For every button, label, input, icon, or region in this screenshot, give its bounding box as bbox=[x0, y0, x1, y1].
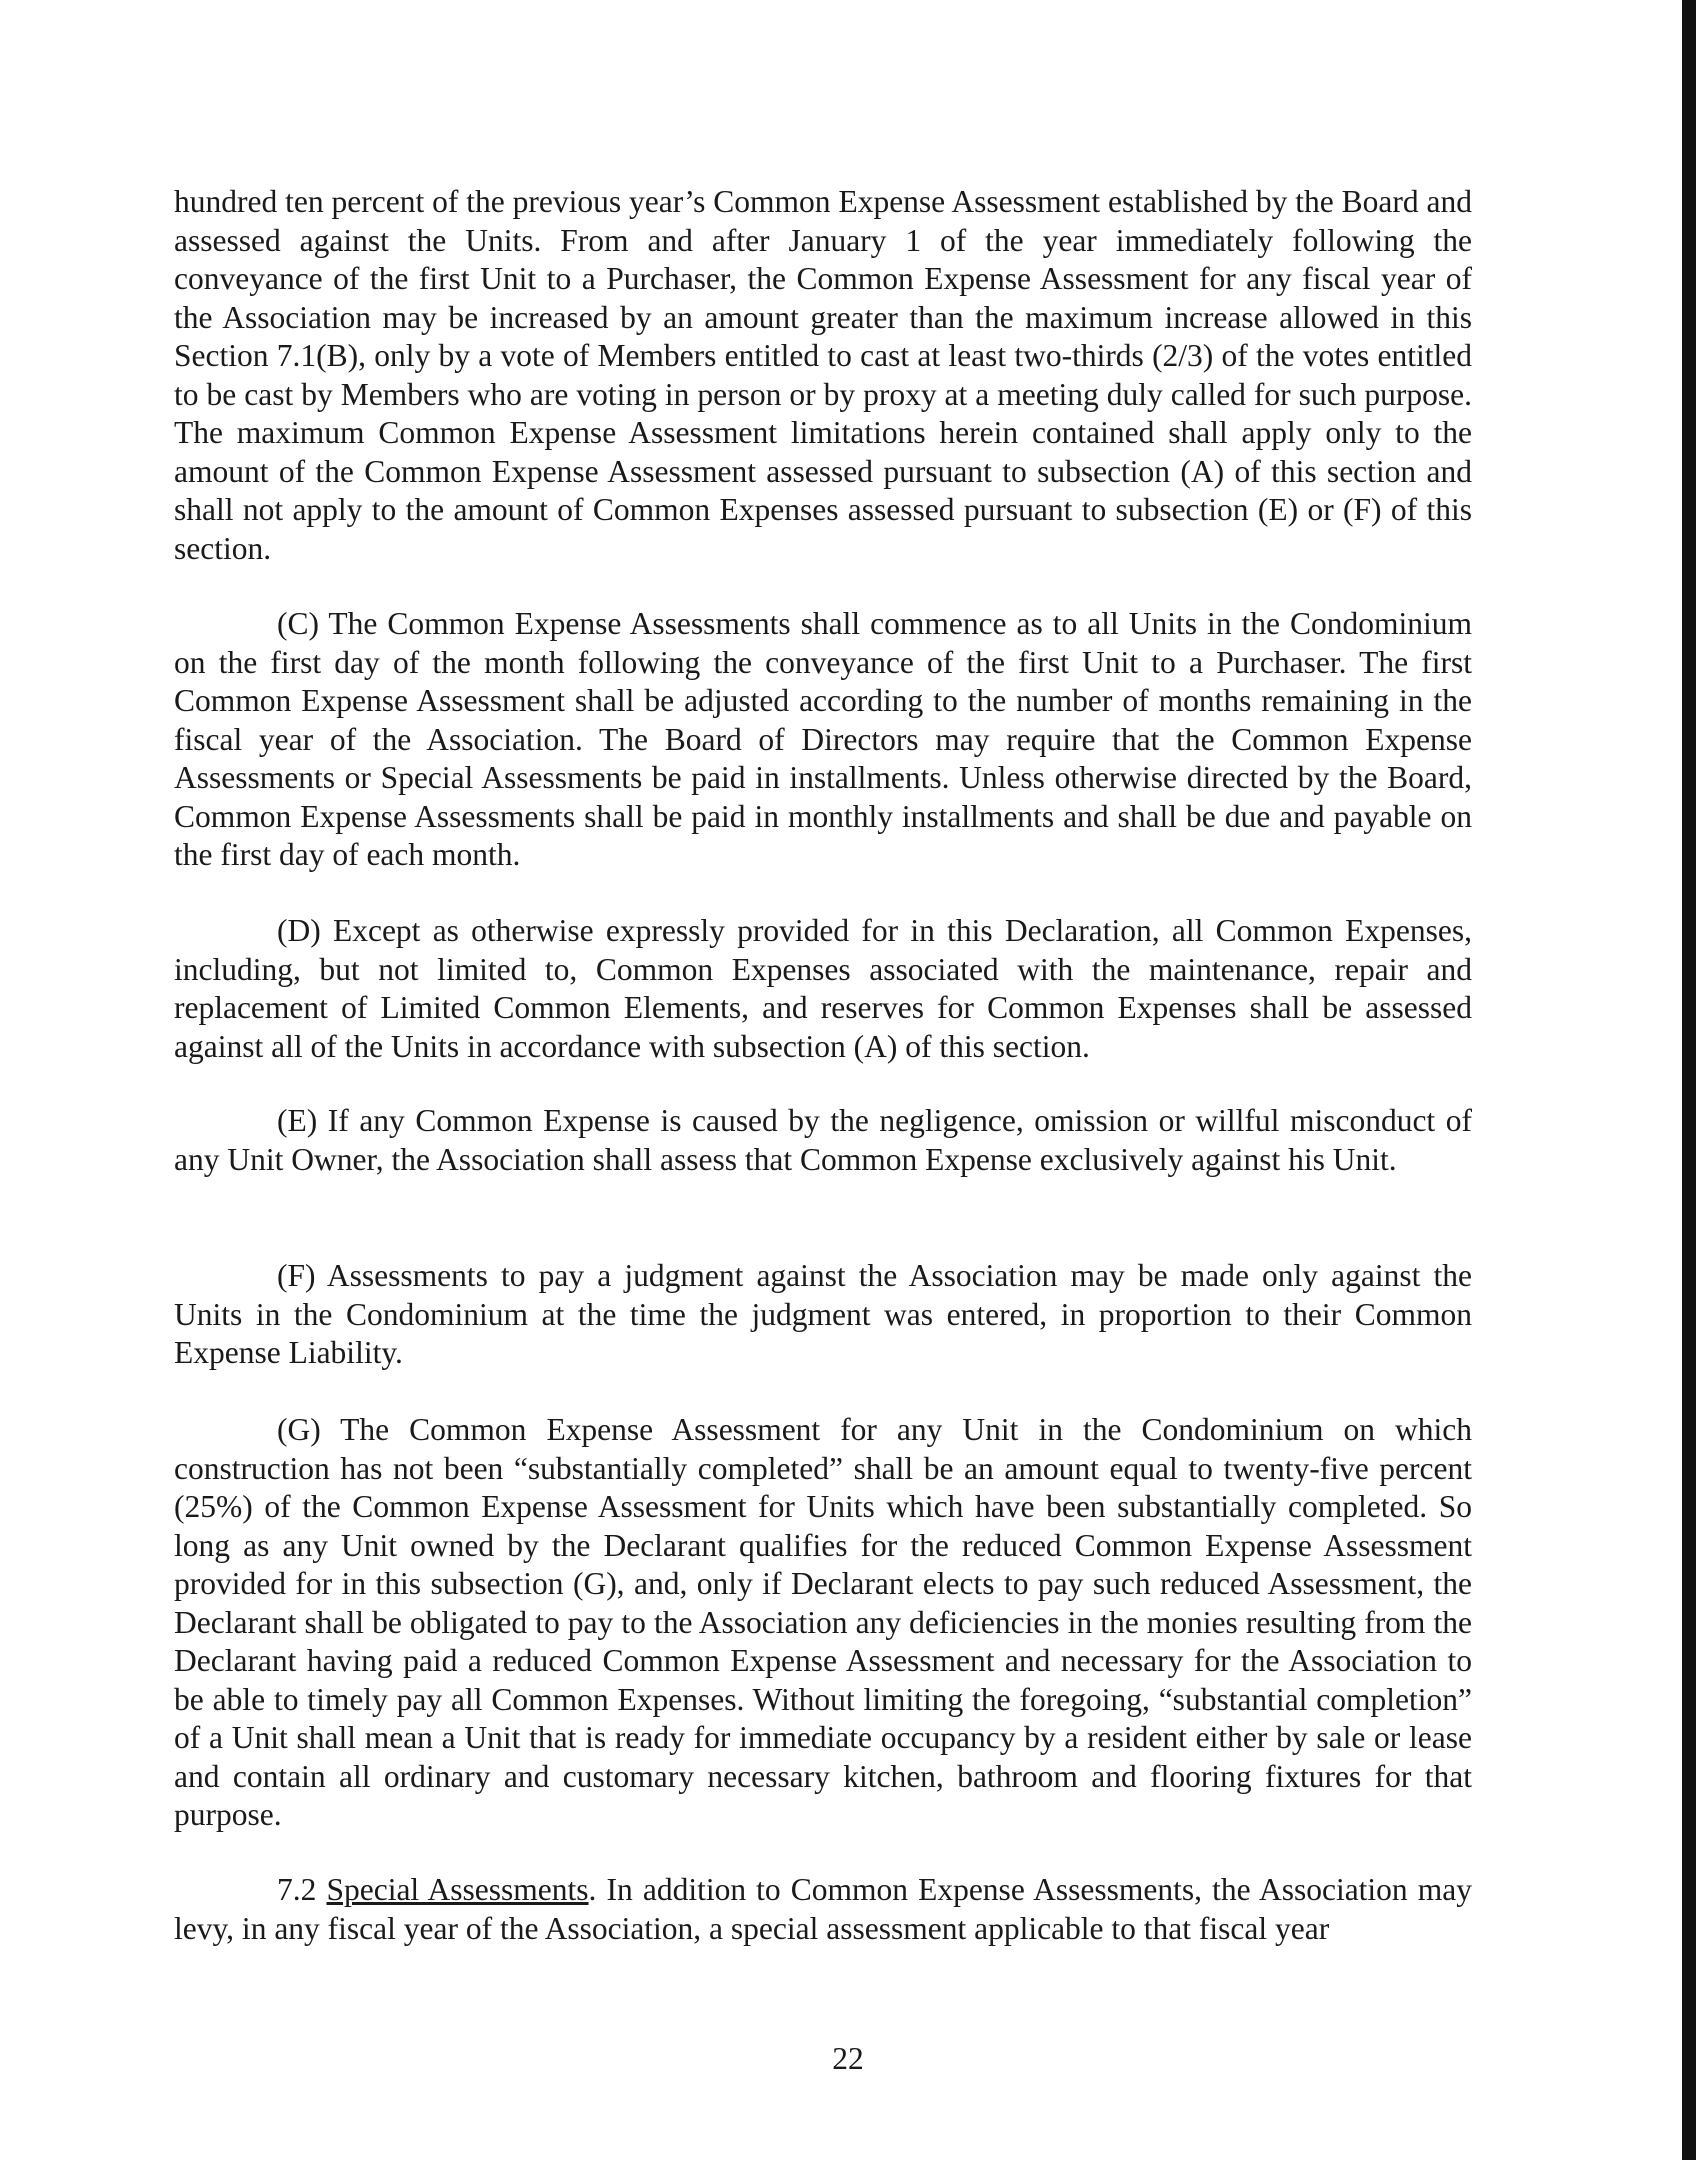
section-7-2-paragraph bbox=[174, 1871, 1472, 1948]
paragraph-continuation: hundred ten percent of the previous year’s Common Expense Assessment established by the Board and assessed against the Units. From and after January 1 of the year immediately following the conveyance of the first Unit to a Purchaser, the Common Expense Assessment for any fiscal year of the Association may be increased by an amount greater than the maximum increase allowed in this Section 7.1(B), only by a vote of Members entitled to cast at least two-thirds (2/3) of the votes entitled to be cast by Members who are voting in person or by proxy at a meeting duly called for such purpose. The maximum Common Expense Assessment limitations herein contained shall apply only to the amount of the Common Expense Assessment assessed pursuant to subsection (A) of this section and shall not apply to the amount of Common Expenses assessed pursuant to subsection (E) or (F) of this section. bbox=[174, 184, 1472, 566]
section-text: . In addition to Common Expense Assessments, the Association may levy, in any fiscal year of the Association, a special assessment applicable to that fiscal year bbox=[174, 1872, 1472, 1946]
page-number: 22 bbox=[832, 2041, 864, 2076]
paragraph-d: (D) Except as otherwise expressly provided for in this Declaration, all Common Expenses, including, but not limited to, Common Expenses associated with the maintenance, repair and replacement of Limited Common Elements, and reserves for Common Expenses shall be assessed against all of the Units in accordance with subsection (A) of this section. bbox=[174, 913, 1472, 1064]
section-heading: Special Assessments bbox=[326, 1872, 589, 1907]
paragraph-c: (C) The Common Expense Assessments shall commence as to all Units in the Condominium on the first day of the month following the conveyance of the first Unit to a Purchaser. The first Common Expense Assessment shall be adjusted according to the number of months remaining in the fiscal year of the Association. The Board of Directors may require that the Common Expense Assessments or Special Assessments be paid in installments. Unless otherwise directed by the Board, Common Expense Assessments shall be paid in monthly installments and shall be due and payable on the first day of each month. bbox=[174, 606, 1472, 872]
scan-edge-bar bbox=[1682, 0, 1696, 2160]
paragraph-f: (F) Assessments to pay a judgment against the Association may be made only against the Units in the Condominium at the time the judgment was entered, in proportion to their Common Expense Liability. bbox=[174, 1258, 1472, 1370]
paragraph-e: (E) If any Common Expense is caused by the negligence, omission or willful misconduct of any Unit Owner, the Association shall assess that Common Expense exclusively against his Unit. bbox=[174, 1103, 1472, 1177]
section-number: 7.2 bbox=[277, 1872, 317, 1907]
paragraph-g: (G) The Common Expense Assessment for any Unit in the Condominium on which construction has not been “substantially completed” shall be an amount equal to twenty-five percent (25%) of the Common Expense Assessment for Units which have been substantially completed. So long as any Unit owned by the Declarant qualifies for the reduced Common Expense Assessment provided for in this subsection (G), and, only if Declarant elects to pay such reduced Assessment, the Declarant shall be obligated to pay to the Association any deficiencies in the monies resulting from the Declarant having paid a reduced Common Expense Assessment and necessary for the Association to be able to timely pay all Common Expenses. Without limiting the foregoing, “substantial completion” of a Unit shall mean a Unit that is ready for immediate occupancy by a resident either by sale or lease and contain all ordinary and customary necessary kitchen, bathroom and flooring fixtures for that purpose. bbox=[174, 1412, 1472, 1832]
